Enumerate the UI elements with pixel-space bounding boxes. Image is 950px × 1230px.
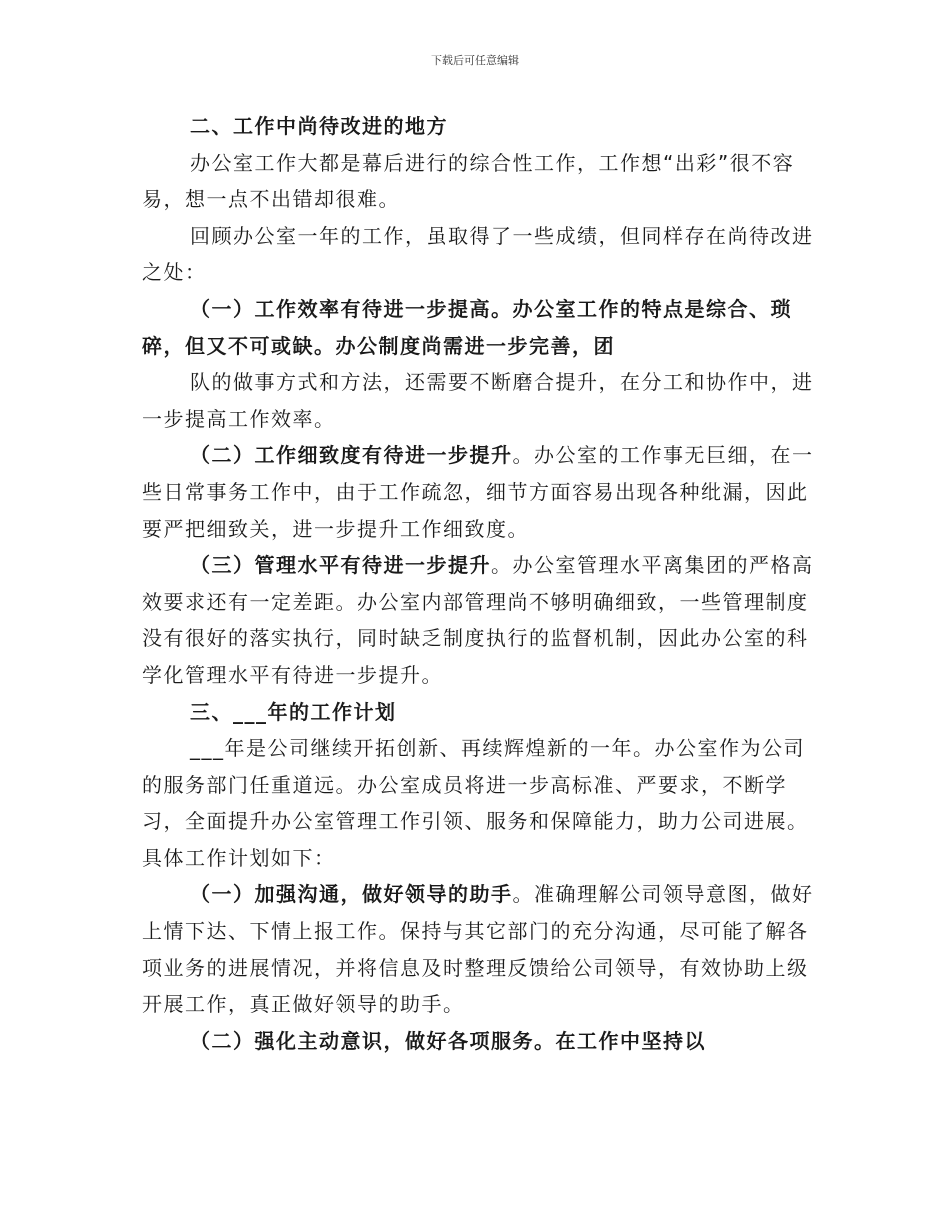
item-title: （二）工作细致度有待进一步提升 xyxy=(190,443,513,468)
item-title: （一）加强沟通，做好领导的助手 xyxy=(190,882,513,907)
section-heading-3: 三、___年的工作计划 xyxy=(190,699,397,724)
paragraph: （一）加强沟通，做好领导的助手。准确理解公司领导意图，做好上情下达、下情上报工作。保持与其它部门的充分沟通，尽可能了解各项业务的进展情况，并将信息及时整理反馈给公司领导，有效协助上级开展工作，真正做好领导的助手。 xyxy=(142,882,814,1017)
paragraph-bold: （二）强化主动意识，做好各项服务。在工作中坚持以 xyxy=(190,1028,706,1053)
paragraph: （三）管理水平有待进一步提升。办公室管理水平离集团的严格高效要求还有一定差距。办公室内部管理尚不够明确细致，一些管理制度没有很好的落实执行，同时缺乏制度执行的监督机制，因此办公室的科学化管理水平有待进一步提升。 xyxy=(142,553,814,687)
document-body xyxy=(142,108,822,1059)
item-title: （三）管理水平有待进一步提升 xyxy=(190,553,491,578)
paragraph: 回顾办公室一年的工作，虽取得了一些成绩，但同样存在尚待改进之处： xyxy=(142,223,814,285)
paragraph-bold: （一）工作效率有待进一步提高。办公室工作的特点是综合、琐碎，但又不可或缺。办公制度尚需进一步完善，团 xyxy=(142,296,792,358)
paragraph: 办公室工作大都是幕后进行的综合性工作，工作想“出彩”很不容易，想一点不出错却很难。 xyxy=(142,150,795,212)
section-heading-2: 二、工作中尚待改进的地方 xyxy=(190,114,448,138)
paragraph: 队的做事方式和方法，还需要不断磨合提升，在分工和协作中，进一步提高工作效率。 xyxy=(142,370,814,431)
paragraph: （二）工作细致度有待进一步提升。办公室的工作事无巨细，在一些日常事务工作中，由于工作疏忽，细节方面容易出现各种纰漏，因此要严把细致关，进一步提升工作细致度。 xyxy=(142,443,814,541)
page-header: 下载后可任意编辑 xyxy=(431,54,519,67)
paragraph: ___年是公司继续开拓创新、再续辉煌新的一年。办公室作为公司的服务部门任重道远。办公室成员将进一步高标准、严要求，不断学习，全面提升办公室管理工作引领、服务和保障能力，助力公司进展。具体工作计划如下： xyxy=(142,736,809,870)
